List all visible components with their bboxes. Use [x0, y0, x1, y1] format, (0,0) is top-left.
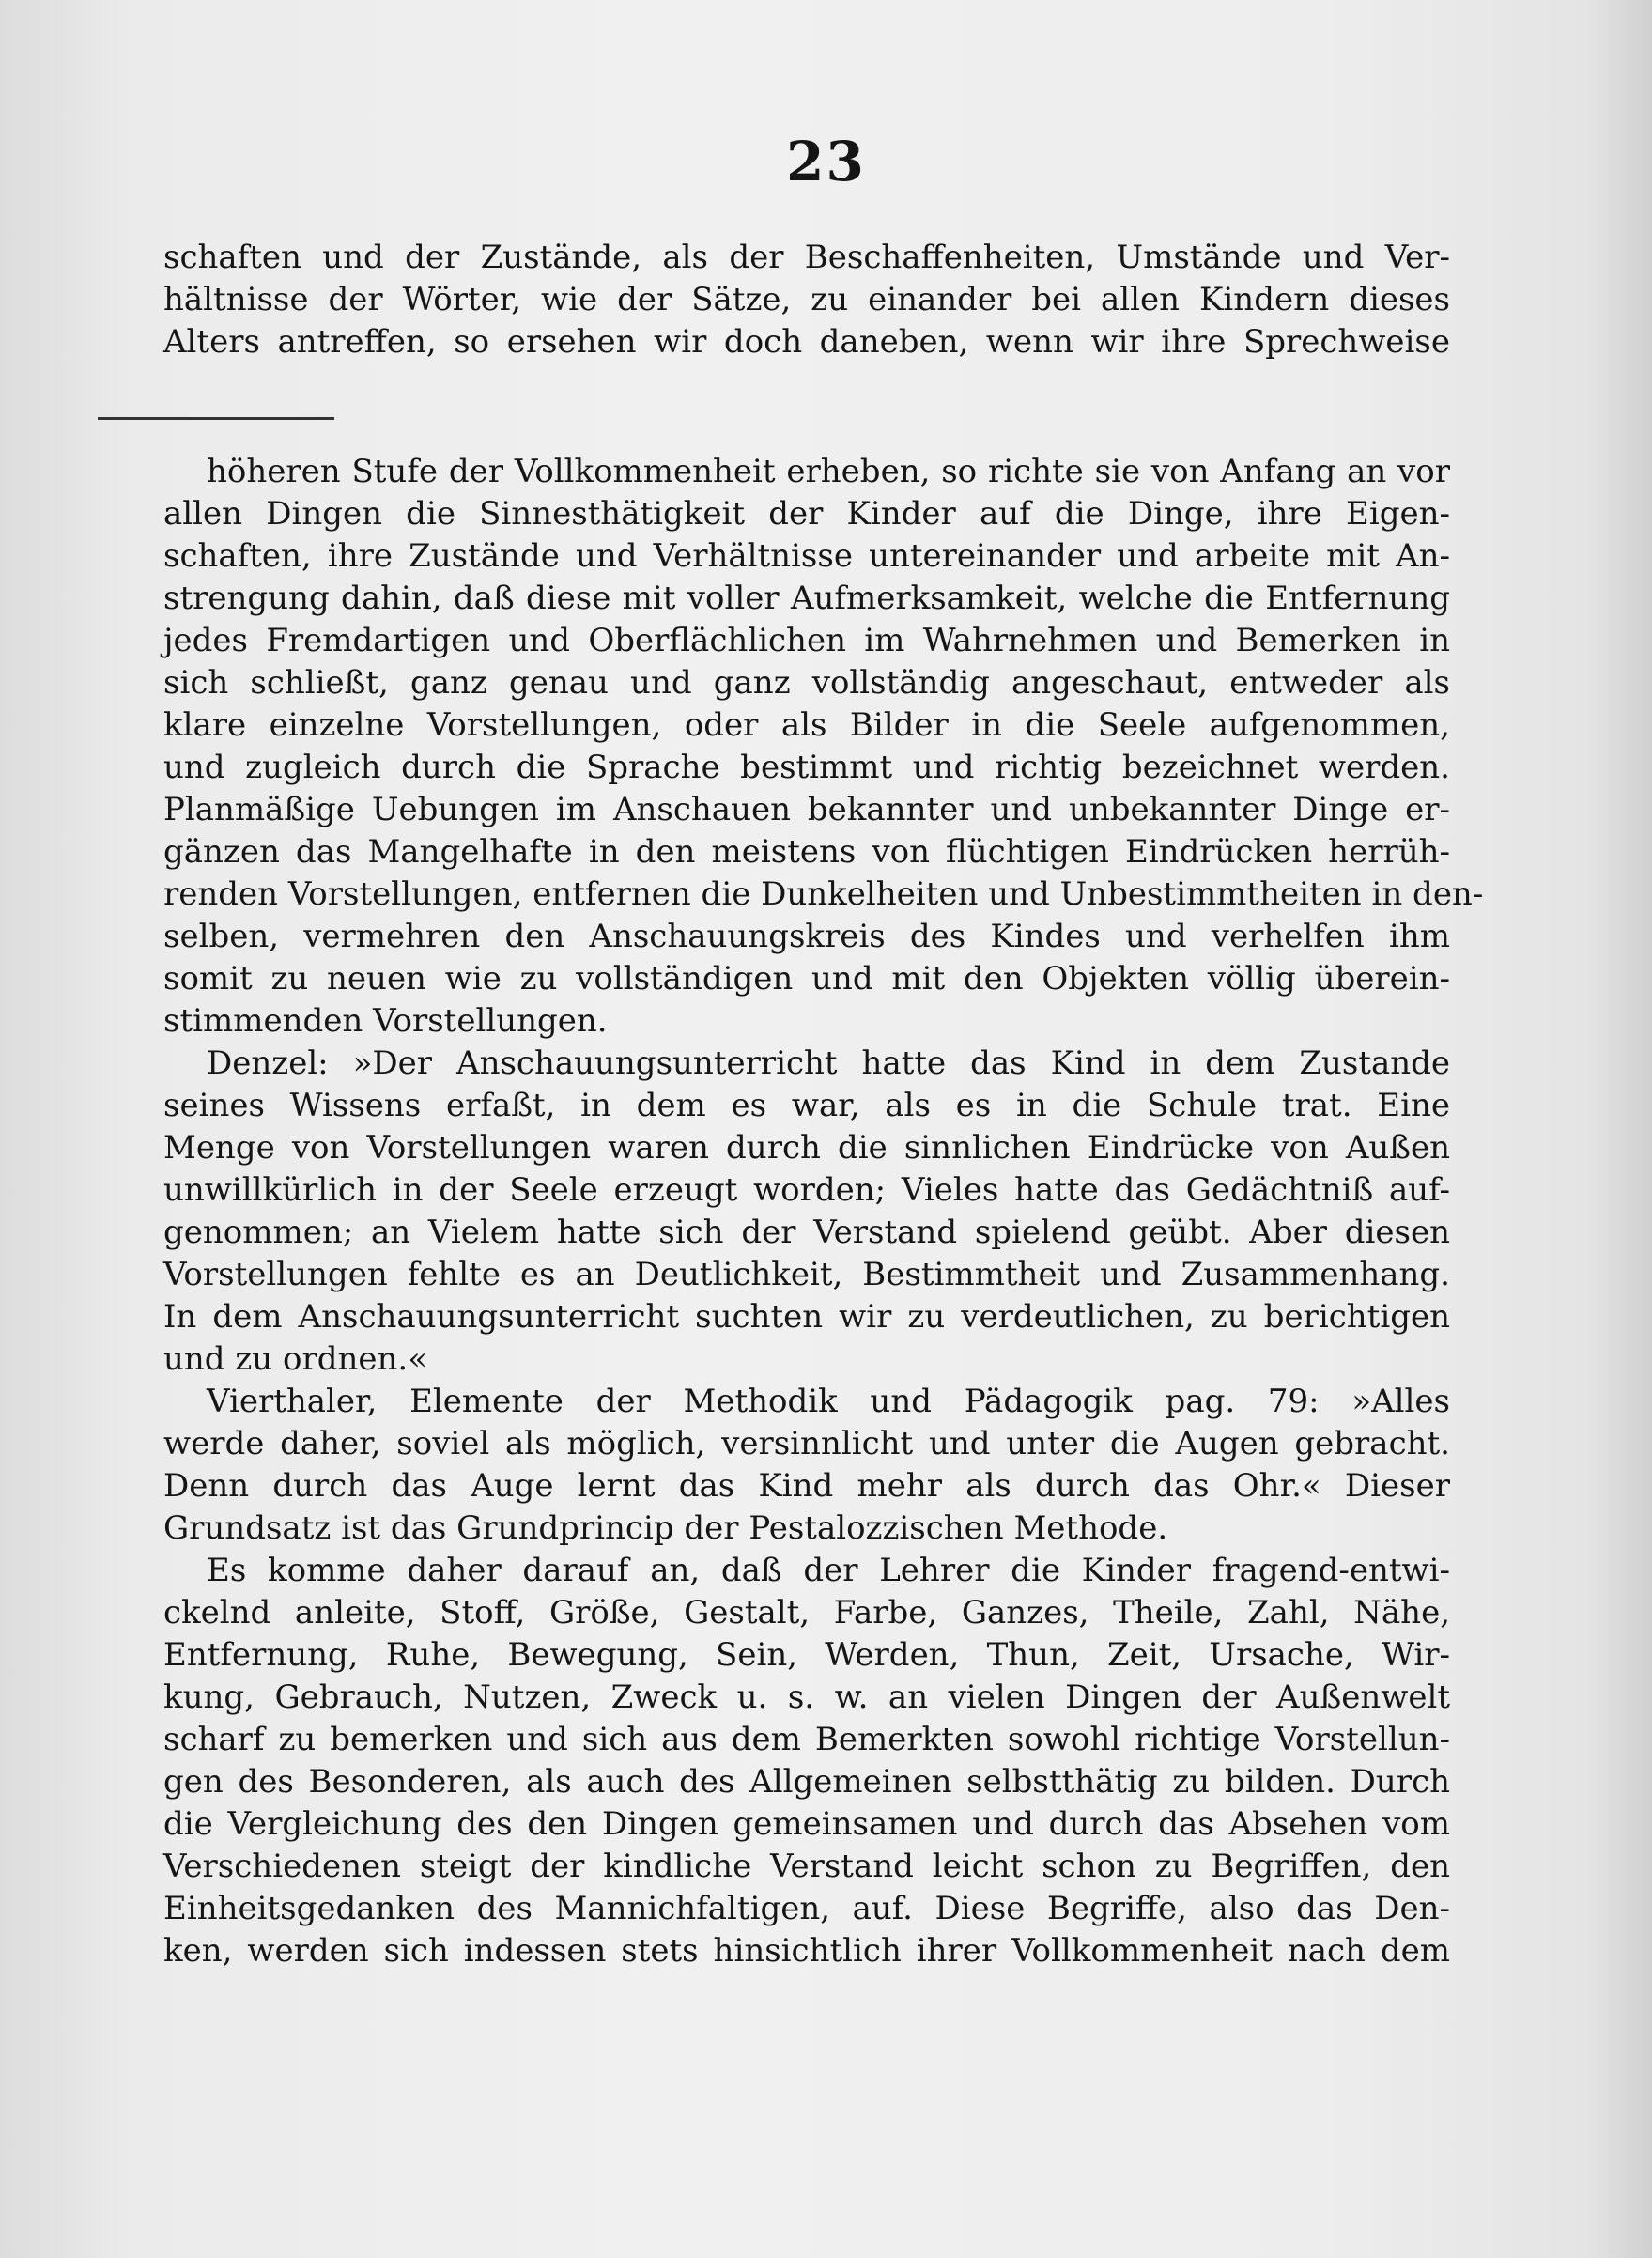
text-line: höheren Stufe der Vollkommenheit erheben, so richte sie von Anfang an vor [207, 453, 1450, 490]
denzel-quote-line: und zu ordnen.« [163, 1340, 427, 1378]
text-line: scharf zu bemerken und sich aus dem Bemerkten sowohl richtige Vorstellun- [163, 1721, 1450, 1758]
text-line: Verschiedenen steigt der kindliche Verstand leicht schon zu Begriffen, den [163, 1848, 1450, 1885]
text-line: selben, vermehren den Anschauungskreis des Kindes und verhelfen ihm [163, 918, 1450, 955]
text-line: und zugleich durch die Sprache bestimmt und richtig bezeichnet werden. [163, 749, 1450, 786]
page-gutter-shadow [1586, 0, 1652, 2258]
denzel-quote-line: Vorstellungen fehlte es an Deutlichkeit, Bestimmtheit und Zusammenhang. [163, 1256, 1450, 1293]
text-line: gen des Besonderen, als auch des Allgemeinen selbstthätig zu bilden. Durch [163, 1763, 1450, 1801]
text-line: Entfernung, Ruhe, Bewegung, Sein, Werden, Thun, Zeit, Ursache, Wir- [163, 1636, 1450, 1674]
text-line: ckelnd anleite, Stoff, Größe, Gestalt, Farbe, Ganzes, Theile, Zahl, Nähe, [163, 1594, 1450, 1632]
text-line: ken, werden sich indessen stets hinsichtlich ihrer Vollkommenheit nach dem [163, 1932, 1450, 1970]
text-line: jedes Fremdartigen und Oberflächlichen im Wahrnehmen und Bemerken in [163, 622, 1450, 659]
text-line: allen Dingen die Sinnesthätigkeit der Kinder auf die Dinge, ihre Eigen- [163, 495, 1450, 533]
top-text-block [163, 237, 1450, 363]
text-line: Es komme daher darauf an, daß der Lehrer die Kinder fragend-entwi- [207, 1552, 1450, 1589]
text-line: sich schließt, ganz genau und ganz vollständig angeschaut, entweder als [163, 664, 1450, 702]
text-line: strengung dahin, daß diese mit voller Aufmerksamkeit, welche die Entfernung [163, 580, 1450, 617]
text-line: gänzen das Mangelhafte in den meistens von flüchtigen Eindrücken herrüh- [163, 833, 1450, 871]
denzel-quote-line: Denzel: »Der Anschauungsunterricht hatte das Kind in dem Zustande [207, 1044, 1450, 1082]
text-line: kung, Gebrauch, Nutzen, Zweck u. s. w. an vielen Dingen der Außenwelt [163, 1678, 1450, 1716]
text-line: schaften und der Zustände, als der Beschaffenheiten, Umstände und Ver- [163, 239, 1450, 276]
text-line: klare einzelne Vorstellungen, oder als Bilder in die Seele aufgenommen, [163, 706, 1450, 744]
vierthaler-quote-line: werde daher, soviel als möglich, versinnlicht und unter die Augen gebracht. [163, 1425, 1450, 1462]
text-line: hältnisse der Wörter, wie der Sätze, zu einander bei allen Kindern dieses [163, 281, 1450, 318]
page-number: 23 [786, 130, 866, 193]
text-line: stimmenden Vorstellungen. [163, 1002, 608, 1040]
text-line: somit zu neuen wie zu vollständigen und mit den Objekten völlig überein- [163, 960, 1450, 998]
denzel-quote-line: unwillkürlich in der Seele erzeugt worden; Vieles hatte das Gedächtniß auf- [163, 1171, 1450, 1209]
section-rule [98, 417, 334, 420]
denzel-quote-line: Menge von Vorstellungen waren durch die sinnlichen Eindrücke von Außen [163, 1129, 1450, 1167]
main-text-block [163, 451, 1484, 1972]
denzel-quote-line: In dem Anschauungsunterricht suchten wir zu verdeutlichen, zu berichtigen [163, 1298, 1450, 1336]
denzel-quote-line: genommen; an Vielem hatte sich der Verstand spielend geübt. Aber diesen [163, 1214, 1450, 1251]
text-line: Alters antreffen, so ersehen wir doch daneben, wenn wir ihre Sprechweise [163, 323, 1450, 361]
vierthaler-quote-line: Vierthaler, Elemente der Methodik und Pädagogik pag. 79: »Alles [207, 1383, 1450, 1420]
text-line: schaften, ihre Zustände und Verhältnisse untereinander und arbeite mit An- [163, 537, 1450, 575]
text-line: Planmäßige Uebungen im Anschauen bekannter und unbekannter Dinge er- [163, 791, 1450, 828]
text-line: Einheitsgedanken des Mannichfaltigen, auf. Diese Begriffe, also das Den- [163, 1890, 1450, 1927]
denzel-quote-line: seines Wissens erfaßt, in dem es war, als es in die Schule trat. Eine [163, 1087, 1450, 1124]
vierthaler-quote-line: Grundsatz ist das Grundprincip der Pestalozzischen Methode. [163, 1509, 1168, 1547]
text-line: renden Vorstellungen, entfernen die Dunkelheiten und Unbestimmtheiten in den- [163, 875, 1484, 913]
text-line: die Vergleichung des den Dingen gemeinsamen und durch das Absehen vom [163, 1805, 1450, 1843]
vierthaler-quote-line: Denn durch das Auge lernt das Kind mehr als durch das Ohr.« Dieser [163, 1467, 1450, 1505]
